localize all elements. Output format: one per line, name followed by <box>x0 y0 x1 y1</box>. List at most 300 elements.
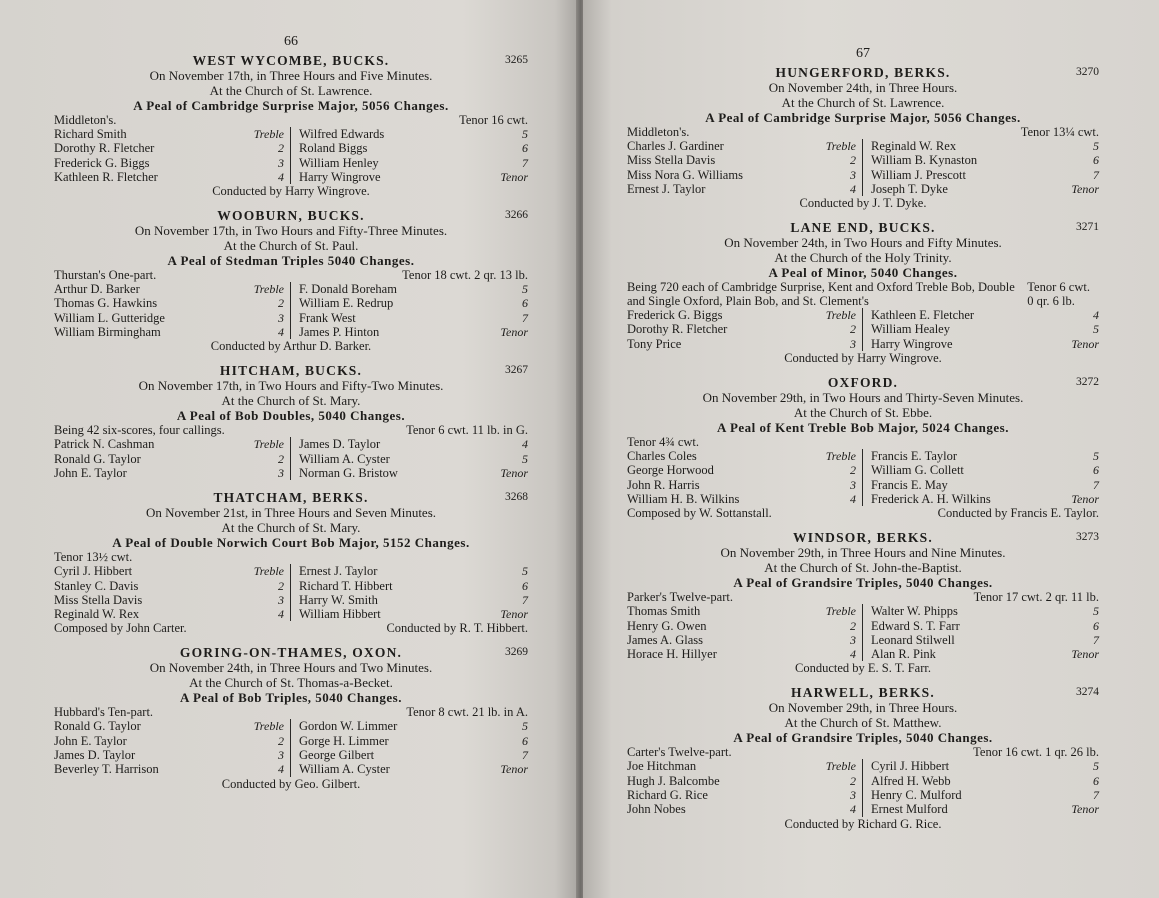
peal-heading <box>627 65 1099 80</box>
ringer-name: F. Donald Boreham <box>299 282 397 297</box>
bell-number: 2 <box>278 141 284 156</box>
ringer-name: William A. Cyster <box>299 451 390 466</box>
bell-number: Treble <box>825 604 856 619</box>
peal-heading <box>627 375 1099 390</box>
ringer-name: Cyril J. Hibbert <box>54 564 133 579</box>
ringer-row <box>627 774 1099 788</box>
page-number: 67 <box>856 46 870 61</box>
ringer-name: James A. Glass <box>627 632 704 647</box>
bell-number: 2 <box>850 463 856 478</box>
ringer-row <box>54 282 528 296</box>
ringer-left <box>54 141 291 155</box>
ringer-row <box>54 156 528 170</box>
ringer-name: James D. Taylor <box>54 748 136 763</box>
peal-conductor: Conducted by Arthur D. Barker. <box>210 339 372 354</box>
peal-conductor: Conducted by Harry Wingrove. <box>212 184 370 199</box>
ringer-name: Henry C. Mulford <box>871 788 962 803</box>
ringer-row <box>627 308 1099 322</box>
bell-number: 3 <box>278 748 284 763</box>
bell-number: 5 <box>522 564 528 579</box>
peal-number: 3265 <box>505 54 528 66</box>
bell-number: 4 <box>1093 308 1099 323</box>
ringer-name: William J. Prescott <box>871 167 966 182</box>
ringer-right <box>863 619 1099 633</box>
peal-number: 3269 <box>505 646 528 659</box>
bell-number: 7 <box>1093 167 1099 182</box>
ringer-left <box>627 337 863 351</box>
ringer-name: Dorothy R. Fletcher <box>627 322 728 337</box>
ringer-right <box>863 463 1099 477</box>
peal-record <box>627 685 1099 830</box>
peal-place: WINDSOR, BERKS. <box>793 530 933 546</box>
ringer-name: Joe Hitchman <box>627 759 697 774</box>
ringer-name: William B. Kynaston <box>871 153 978 168</box>
peal-heading <box>54 490 528 505</box>
bell-number: 2 <box>278 451 284 466</box>
peal-tenor: Tenor 8 cwt. 21 lb. in A. <box>406 705 528 720</box>
ringer-name: Ronald G. Taylor <box>54 451 141 466</box>
peal-record <box>54 363 528 480</box>
peal-heading <box>54 208 528 223</box>
peal-heading <box>54 363 528 378</box>
peal-heading <box>54 53 528 68</box>
ringer-row <box>54 170 528 184</box>
ringer-name: George Horwood <box>627 463 714 478</box>
ringer-row <box>627 633 1099 647</box>
ringer-right <box>863 759 1099 773</box>
ringer-name: Miss Stella Davis <box>54 592 143 607</box>
ringer-right <box>291 325 528 339</box>
peal-date-time: On November 29th, in Two Hours and Thirty-Seven Minutes. <box>702 390 1024 406</box>
ringer-right <box>291 564 528 578</box>
bell-number: 7 <box>522 310 528 325</box>
peal-church: At the Church of St. Paul. <box>223 238 359 254</box>
ringer-name: William E. Redrup <box>299 296 394 311</box>
ringer-name: Norman G. Bristow <box>299 465 398 480</box>
ringer-row <box>54 437 528 451</box>
composition-tenor-line <box>54 268 528 282</box>
peal-composition: Parker's Twelve-part. <box>627 590 733 605</box>
peal-composer: Composed by John Carter. <box>54 621 187 636</box>
ringer-name: Henry G. Owen <box>627 618 707 633</box>
ringer-name: Alfred H. Webb <box>871 773 951 788</box>
composition-tenor-line <box>627 745 1099 759</box>
peal-church: At the Church of St. Mary. <box>221 393 361 409</box>
peal-composition: Carter's Twelve-part. <box>627 745 732 760</box>
peal-composition: Middleton's. <box>54 113 117 127</box>
ringer-right <box>863 604 1099 618</box>
bell-number: Tenor <box>1071 802 1099 817</box>
ringer-row <box>627 647 1099 661</box>
bell-number: 7 <box>1093 477 1099 492</box>
ringer-name: Thomas Smith <box>627 604 701 619</box>
bell-number: 6 <box>1093 618 1099 633</box>
ringer-left <box>627 788 863 802</box>
ringer-left <box>627 449 863 463</box>
ringer-row <box>627 463 1099 477</box>
peal-church: At the Church of St. Thomas-a-Becket. <box>189 675 393 691</box>
ringer-name: Gorge H. Limmer <box>299 733 389 748</box>
bell-number: 3 <box>850 477 856 492</box>
peal-composition: Hubbard's Ten-part. <box>54 705 154 720</box>
peal-conductor: Conducted by Francis E. Taylor. <box>937 506 1099 521</box>
peal-method: A Peal of Bob Doubles, 5040 Changes. <box>176 408 406 424</box>
composed-conducted-line <box>54 621 528 635</box>
ringer-row <box>54 719 528 733</box>
ringer-name: James P. Hinton <box>299 325 380 340</box>
bell-number: Treble <box>253 127 284 141</box>
ringer-name: John E. Taylor <box>54 465 127 480</box>
peal-record <box>54 53 528 198</box>
bell-number: 7 <box>522 592 528 607</box>
ringer-row <box>54 564 528 578</box>
bell-number: 5 <box>1093 759 1099 774</box>
peal-record <box>627 65 1099 210</box>
peal-number: 3274 <box>1076 686 1099 699</box>
ringer-name: William L. Gutteridge <box>54 310 165 325</box>
composed-conducted-line <box>627 506 1099 520</box>
ringer-row <box>627 337 1099 351</box>
bell-number: 3 <box>278 465 284 480</box>
peal-number: 3271 <box>1076 221 1099 234</box>
ringer-row <box>627 802 1099 816</box>
ringer-name: Reginald W. Rex <box>871 139 957 153</box>
ringer-right <box>291 141 528 155</box>
ringer-right <box>863 449 1099 463</box>
ringer-row <box>54 311 528 325</box>
peal-record <box>54 645 528 790</box>
peal-method: A Peal of Stedman Triples 5040 Changes. <box>167 253 415 269</box>
ringer-left <box>627 478 863 492</box>
peal-conductor: Conducted by Geo. Gilbert. <box>221 776 361 791</box>
composition-tenor-line <box>54 113 528 127</box>
ringer-left <box>54 564 291 578</box>
bell-number: 4 <box>278 169 284 184</box>
ringer-name: Kathleen E. Fletcher <box>871 308 975 323</box>
peal-tenor: Tenor 17 cwt. 2 qr. 11 lb. <box>973 590 1099 605</box>
ringer-name: Leonard Stilwell <box>871 632 955 647</box>
ringer-name: George Gilbert <box>299 748 375 763</box>
ringer-right <box>291 311 528 325</box>
ringer-name: Frank West <box>299 310 356 325</box>
bell-number: 4 <box>850 491 856 506</box>
ringer-left <box>54 579 291 593</box>
peal-date-time: On November 21st, in Three Hours and Seven Minutes. <box>145 505 437 521</box>
bell-number: 3 <box>278 592 284 607</box>
ringer-left <box>627 308 863 322</box>
ringer-row <box>54 325 528 339</box>
bell-number: 4 <box>522 437 528 452</box>
ringer-row <box>627 139 1099 153</box>
ringer-name: Charles Coles <box>627 449 697 464</box>
ringer-right <box>291 282 528 296</box>
ringer-row <box>627 182 1099 196</box>
ringer-name: Harry Wingrove <box>871 336 953 351</box>
peal-place: HITCHAM, BUCKS. <box>219 363 363 379</box>
ringer-left <box>54 719 291 733</box>
ringer-name: Charles J. Gardiner <box>627 139 724 153</box>
ringer-right <box>863 308 1099 322</box>
peal-tenor: Tenor 16 cwt. <box>459 113 528 127</box>
bell-number: 3 <box>850 336 856 351</box>
bell-number: Treble <box>825 308 856 323</box>
ringer-name: Frederick G. Biggs <box>627 308 723 323</box>
peal-conductor: Conducted by Richard G. Rice. <box>784 816 942 831</box>
bell-number: 5 <box>1093 139 1099 153</box>
ringer-row <box>627 449 1099 463</box>
ringer-name: Harry Wingrove <box>299 169 381 184</box>
bell-number: 6 <box>1093 463 1099 478</box>
ringer-name: Stanley C. Davis <box>54 578 139 593</box>
ringer-left <box>627 633 863 647</box>
ringer-right <box>291 170 528 184</box>
ringer-name: Dorothy R. Fletcher <box>54 141 155 156</box>
ringer-right <box>863 788 1099 802</box>
ringer-right <box>863 139 1099 153</box>
ringer-left <box>627 774 863 788</box>
peal-method: A Peal of Double Norwich Court Bob Major, 5152 Changes. <box>112 535 470 551</box>
ringer-name: Ernest J. Taylor <box>627 181 706 196</box>
peal-composition: Being 42 six-scores, four callings. <box>54 423 225 438</box>
peal-church: At the Church of St. Lawrence. <box>209 83 373 98</box>
ringer-row <box>627 759 1099 773</box>
peal-date-time: On November 17th, in Three Hours and Five Minutes. <box>149 68 433 83</box>
peal-record <box>54 490 528 635</box>
bell-number: 6 <box>522 141 528 156</box>
ringer-name: John E. Taylor <box>54 733 127 748</box>
peal-method: A Peal of Cambridge Surprise Major, 5056 Changes. <box>133 98 449 113</box>
peal-place: LANE END, BUCKS. <box>790 220 936 236</box>
ringer-left <box>54 296 291 310</box>
ringer-right <box>863 478 1099 492</box>
bell-number: Tenor <box>500 465 528 480</box>
ringer-left <box>54 607 291 621</box>
peal-heading <box>627 530 1099 545</box>
bell-number: 5 <box>1093 604 1099 619</box>
bell-number: 4 <box>850 802 856 817</box>
composition-tenor-line <box>627 125 1099 139</box>
ringer-name: Francis E. Taylor <box>871 449 958 464</box>
bell-number: 5 <box>522 127 528 141</box>
ringer-name: Thomas G. Hawkins <box>54 296 158 311</box>
ringer-name: Ernest J. Taylor <box>299 564 378 579</box>
peal-number: 3267 <box>505 364 528 377</box>
ringer-name: Frederick G. Biggs <box>54 155 150 170</box>
ringer-right <box>291 607 528 621</box>
page-number: 66 <box>284 34 298 49</box>
bell-number: 2 <box>278 578 284 593</box>
right-page <box>583 0 1159 898</box>
ringer-left <box>627 168 863 182</box>
peal-date-time: On November 17th, in Two Hours and Fifty-Two Minutes. <box>138 378 444 394</box>
peal-conductor: Conducted by J. T. Dyke. <box>799 196 927 211</box>
ringer-left <box>627 802 863 816</box>
ringer-row <box>627 604 1099 618</box>
ringer-left <box>54 325 291 339</box>
ringer-left <box>54 734 291 748</box>
ringer-right <box>863 492 1099 506</box>
peal-record <box>54 208 528 353</box>
bell-number: Tenor <box>500 325 528 340</box>
ringer-left <box>54 437 291 451</box>
bell-number: Tenor <box>500 762 528 777</box>
bell-number: Tenor <box>1071 647 1099 662</box>
bell-number: Treble <box>253 564 284 579</box>
peal-church: At the Church of St. Lawrence. <box>781 95 945 110</box>
ringer-left <box>627 463 863 477</box>
ringer-name: Horace H. Hillyer <box>627 647 717 662</box>
ringer-name: Patrick N. Cashman <box>54 437 155 452</box>
bell-number: 7 <box>1093 788 1099 803</box>
bell-number: 5 <box>522 719 528 734</box>
ringer-row <box>627 168 1099 182</box>
ringer-right <box>863 337 1099 351</box>
ringer-right <box>291 156 528 170</box>
bell-number: Treble <box>825 449 856 464</box>
bell-number: 5 <box>522 451 528 466</box>
peal-heading <box>627 685 1099 700</box>
composition-tenor-line <box>54 423 528 437</box>
peal-composition: Tenor 13½ cwt. <box>54 550 133 565</box>
ringer-right <box>863 322 1099 336</box>
peal-place: WOOBURN, BUCKS. <box>217 208 365 224</box>
peal-date-time: On November 29th, in Three Hours. <box>768 700 958 716</box>
ringer-right <box>863 647 1099 661</box>
peal-number: 3273 <box>1076 531 1099 544</box>
bell-number: Tenor <box>1071 336 1099 351</box>
peal-place: OXFORD. <box>827 375 899 391</box>
ringer-name: William H. B. Wilkins <box>627 491 740 506</box>
bell-number: Treble <box>253 437 284 452</box>
ringer-left <box>54 748 291 762</box>
bell-number: 5 <box>522 282 528 297</box>
ringer-name: James D. Taylor <box>299 437 381 452</box>
ringer-name: Wilfred Edwards <box>299 127 385 141</box>
bell-number: 6 <box>522 296 528 311</box>
bell-number: 3 <box>850 167 856 182</box>
peal-method: A Peal of Bob Triples, 5040 Changes. <box>180 690 402 706</box>
peal-date-time: On November 17th, in Two Hours and Fifty-Three Minutes. <box>134 223 448 239</box>
bell-number: 5 <box>1093 322 1099 337</box>
ringer-row <box>54 607 528 621</box>
bell-number: Treble <box>825 759 856 774</box>
ringer-name: William Healey <box>871 322 950 337</box>
left-page <box>0 0 578 898</box>
ringer-row <box>54 762 528 776</box>
ringer-right <box>291 734 528 748</box>
bell-number: 6 <box>522 578 528 593</box>
ringer-name: John R. Harris <box>627 477 700 492</box>
peal-method: A Peal of Grandsire Triples, 5040 Changes. <box>733 730 993 746</box>
ringer-row <box>54 734 528 748</box>
peal-tenor: Tenor 18 cwt. 2 qr. 13 lb. <box>402 268 528 283</box>
ringer-left <box>627 604 863 618</box>
bell-number: Tenor <box>1071 181 1099 196</box>
peal-church: At the Church of St. John-the-Baptist. <box>764 560 962 576</box>
peal-method: A Peal of Kent Treble Bob Major, 5024 Changes. <box>717 420 1009 436</box>
ringer-right <box>863 182 1099 196</box>
ringer-right <box>291 593 528 607</box>
peal-number: 3268 <box>505 491 528 504</box>
peal-place: HARWELL, BERKS. <box>791 685 935 701</box>
ringer-right <box>291 452 528 466</box>
bell-number: 4 <box>278 325 284 340</box>
bell-number: 4 <box>850 181 856 196</box>
ringer-name: Arthur D. Barker <box>54 282 140 297</box>
peal-conductor: Conducted by Harry Wingrove. <box>784 351 942 366</box>
bell-number: 3 <box>278 310 284 325</box>
ringer-left <box>627 139 863 153</box>
ringer-name: Harry W. Smith <box>299 592 378 607</box>
ringer-name: Ronald G. Taylor <box>54 719 141 734</box>
ringer-name: Joseph T. Dyke <box>871 181 948 196</box>
peal-number: 3266 <box>505 209 528 222</box>
ringer-name: Miss Nora G. Williams <box>627 167 743 182</box>
ringer-left <box>627 759 863 773</box>
ringer-right <box>291 127 528 141</box>
ringer-right <box>291 579 528 593</box>
ringer-left <box>627 153 863 167</box>
peal-date-time: On November 24th, in Three Hours and Two Minutes. <box>149 660 433 676</box>
ringer-row <box>627 788 1099 802</box>
ringer-left <box>54 311 291 325</box>
peal-conductor: Conducted by E. S. T. Farr. <box>795 661 931 676</box>
bell-number: Tenor <box>500 169 528 184</box>
ringer-name: Richard Smith <box>54 127 127 141</box>
ringer-name: William A. Cyster <box>299 762 390 777</box>
bell-number: 7 <box>1093 632 1099 647</box>
ringer-left <box>627 182 863 196</box>
ringer-left <box>627 492 863 506</box>
ringer-row <box>54 296 528 310</box>
ringer-row <box>54 579 528 593</box>
bell-number: Treble <box>253 719 284 734</box>
peal-place: HUNGERFORD, BERKS. <box>775 65 951 80</box>
ringer-name: Ernest Mulford <box>871 802 948 817</box>
peal-method: A Peal of Grandsire Triples, 5040 Changes. <box>733 575 993 591</box>
bell-number: 3 <box>850 788 856 803</box>
ringer-name: Miss Stella Davis <box>627 153 716 168</box>
bell-number: 4 <box>278 607 284 622</box>
peal-composition: Thurstan's One-part. <box>54 268 157 283</box>
ringer-name: Walter W. Phipps <box>871 604 958 619</box>
peal-method: A Peal of Minor, 5040 Changes. <box>768 265 958 281</box>
peal-date-time: On November 24th, in Two Hours and Fifty Minutes. <box>724 235 1002 251</box>
peal-date-time: On November 24th, in Three Hours. <box>768 80 958 95</box>
ringer-left <box>54 593 291 607</box>
ringer-left <box>54 762 291 776</box>
bell-number: Tenor <box>500 607 528 622</box>
composition-tenor-line <box>627 435 1099 449</box>
bell-number: 2 <box>850 773 856 788</box>
peal-date-time: On November 29th, in Three Hours and Nine Minutes. <box>720 545 1006 561</box>
peal-tenor: Tenor 6 cwt. 11 lb. in G. <box>406 423 528 438</box>
peal-record <box>627 530 1099 675</box>
ringer-left <box>54 156 291 170</box>
ringer-name: Francis E. May <box>871 477 948 492</box>
ringer-left <box>54 466 291 480</box>
peal-conductor: Conducted by R. T. Hibbert. <box>386 621 528 636</box>
ringer-right <box>291 466 528 480</box>
bell-number: 6 <box>1093 773 1099 788</box>
ringer-name: Alan R. Pink <box>871 647 936 662</box>
composition-tenor-line <box>627 590 1099 604</box>
ringer-right <box>863 802 1099 816</box>
ringer-right <box>863 633 1099 647</box>
ringer-name: Reginald W. Rex <box>54 607 140 622</box>
bell-number: Treble <box>825 139 856 153</box>
bell-number: 3 <box>278 155 284 170</box>
